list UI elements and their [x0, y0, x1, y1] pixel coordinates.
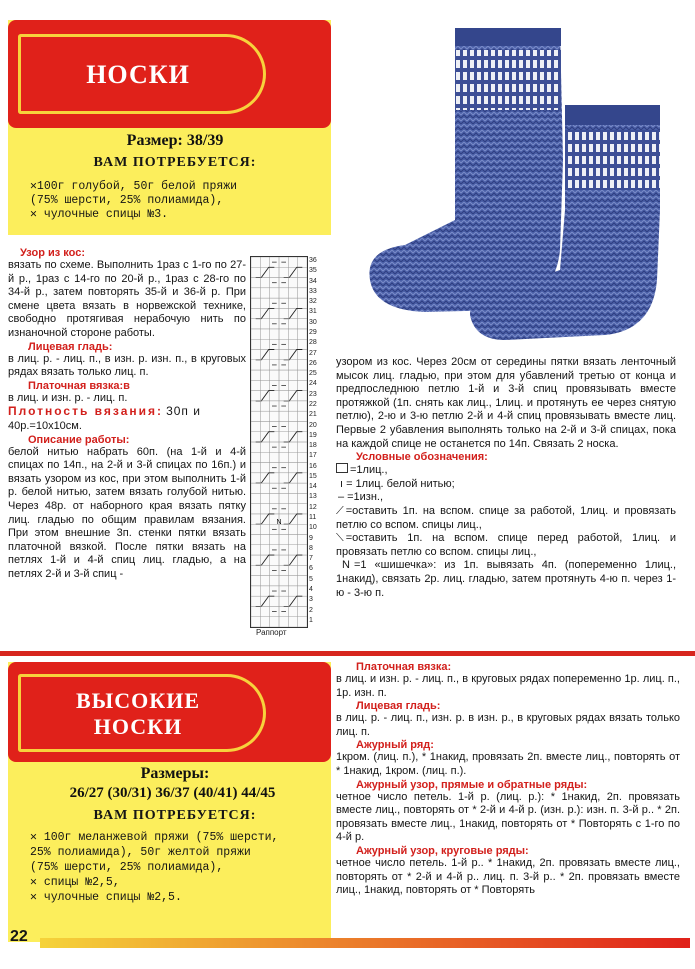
lace-flat-heading: Ажурный узор, прямые и обратные ряды: — [356, 778, 588, 791]
chart-row-number: 18 — [309, 442, 317, 450]
stockinette2-heading: Лицевая гладь: — [356, 700, 441, 713]
chart-row-number: 13 — [309, 493, 317, 501]
chart-cell — [251, 514, 260, 524]
chart-cell — [251, 586, 260, 596]
chart-cell — [251, 401, 260, 411]
lace-flat-text: четное число петель. 1-й р. (лиц. р.): * 1накид, 2п. провязать вместе лиц., повторять от * 2-й и 4-й р. (изн. р.): изн. п. 3-й р.. * 2п. провязать вместе лиц., 1накид, повторять от * Повторять с 1-го по 4-й р. — [336, 790, 680, 844]
chart-cell — [288, 442, 297, 452]
chart-row-number: 7 — [309, 555, 313, 563]
chart-cell — [288, 483, 297, 493]
chart-cell — [279, 452, 288, 462]
chart-cell — [298, 401, 307, 411]
chart-row-number: 34 — [309, 277, 317, 285]
section1-title: НОСКИ — [86, 60, 190, 89]
chart-row-number: 4 — [309, 586, 313, 593]
chart-cell — [270, 493, 279, 503]
material-line: ✕ спицы №2,5, — [30, 876, 120, 889]
chart-cell — [298, 360, 307, 370]
chart-row-number: 30 — [309, 318, 317, 326]
chart-cell — [270, 288, 279, 298]
chart-cell — [298, 308, 307, 318]
chart-row-number: 1 — [309, 616, 313, 624]
chart-cell — [270, 535, 279, 545]
chart-cell — [270, 596, 279, 606]
description-text: белой нитью набрать 60п. (на 1-й и 4-й спицах по 14п., на 2-й и 3-й спицах по 16п.) и вязать узором из кос, при этом выполнить 1-й р. белой нитью, затем вязать голубой нитью. Через 48р. от наборного края вязать пятку лиц. гладью по общим правилам вязания. При этом внешние 3п. стенки пятки вязать платочной вязкой. После пятки вязать на петлях 1-й и 4-й спиц лиц. гладью, а на петлях 2-й и 3-й спиц - — [8, 445, 246, 580]
chart-row-number: 33 — [309, 287, 317, 295]
chart-cable-symbol — [284, 596, 303, 606]
continuation-text: узором из кос. Через 20см от середины пятки вязать ленточный мысок лиц. гладью, при этом для убавлений третью от конца и предпоследнюю петлю 1-й и 3-й спиц провязывать вместе протяжкой (1п. снять как лиц., 1лиц. и протянуть ее через снятую петлю), 2-ю и 3-ю петлю 2-й и 4-й спиц провязывать вместе лиц. Первые 2 убавления выполнять только на 2-й и 3-й спицах, пока на каждой спице не останется по 14п. Связать 2 носка. — [336, 356, 676, 450]
chart-row-number: 8 — [309, 544, 313, 552]
chart-cell — [288, 565, 297, 575]
chart-cell — [251, 360, 260, 370]
chart-cell — [251, 278, 260, 288]
material-line: ✕100г голубой, 50г белой пряжи — [30, 180, 238, 193]
chart-cell — [279, 288, 288, 298]
chart-bobble-mark: N — [276, 519, 282, 527]
stockinette-heading: Лицевая гладь: — [28, 340, 113, 353]
chart-row-number: 9 — [309, 534, 313, 542]
material-line: 25% полиамида), 50г желтой пряжи — [30, 846, 251, 859]
page-number: 22 — [10, 928, 28, 945]
chart-cell — [251, 329, 260, 339]
chart-cell — [251, 308, 260, 318]
chart-cable-symbol — [256, 596, 275, 606]
chart-cell — [288, 380, 297, 390]
chart-cell — [288, 586, 297, 596]
chart-cell — [260, 452, 269, 462]
chart-cell — [298, 350, 307, 360]
chart-cable-symbol — [256, 267, 275, 277]
chart-cell — [260, 298, 269, 308]
chart-cell — [288, 411, 297, 421]
chart-row-number: 32 — [309, 298, 317, 306]
chart-row-number: 22 — [309, 400, 317, 408]
chart-cell — [260, 493, 269, 503]
chart-cell — [288, 298, 297, 308]
legend-item: ı = 1лиц. белой нитью; — [340, 477, 455, 490]
bottom-right-column — [336, 661, 680, 898]
purl-symbol: – — [338, 491, 345, 504]
chart-repeat-label: Раппорт — [256, 628, 287, 637]
material-line: (75% шерсти, 25% полиамида), — [30, 194, 224, 207]
chart-cell — [251, 370, 260, 380]
chart-cell — [298, 278, 307, 288]
chart-cell — [270, 267, 279, 277]
chart-cell — [288, 493, 297, 503]
chart-cell — [260, 257, 269, 267]
chart-cell — [270, 617, 279, 627]
cross-front-symbol: ⟍ — [336, 532, 344, 545]
chart-cell — [279, 267, 288, 277]
chart-cell — [298, 463, 307, 473]
chart-cell — [251, 442, 260, 452]
chart-cell — [298, 524, 307, 534]
chart-cell — [288, 617, 297, 627]
chart-cell — [288, 504, 297, 514]
chart-cell — [260, 360, 269, 370]
chart-cell — [251, 288, 260, 298]
chart-cell — [279, 473, 288, 483]
legend-heading: Условные обозначения: — [356, 451, 488, 464]
footer-bar — [40, 938, 690, 948]
section1-size: Размер: 38/39 — [126, 132, 224, 149]
chart-row-number: 36 — [309, 257, 317, 264]
chart-cell — [260, 586, 269, 596]
chart-cell — [251, 617, 260, 627]
chart-cell — [298, 555, 307, 565]
eyelet-text: 1кром. (лиц. п.), * 1накид, провязать 2п. вместе лиц., повторять от * 1накид, 1кром. (лиц. п.). — [336, 751, 680, 777]
chart-cell — [260, 442, 269, 452]
chart-cable-symbol — [284, 555, 303, 565]
chart-grid — [251, 257, 307, 627]
garter2-heading: Платочная вязка: — [356, 661, 452, 673]
chart-cell — [251, 432, 260, 442]
material-line: ✕ чулочные спицы №3. — [30, 208, 169, 221]
chart-cell — [270, 370, 279, 380]
chart-cell — [251, 463, 260, 473]
chart-cell — [298, 257, 307, 267]
section2-materials — [30, 830, 328, 905]
chart-cable-symbol — [256, 432, 275, 442]
chart-row-numbers — [309, 256, 325, 626]
chart-cable-symbol — [284, 350, 303, 360]
chart-cell — [288, 401, 297, 411]
chart-cell — [251, 504, 260, 514]
chart-cell — [270, 350, 279, 360]
chart-cell — [251, 319, 260, 329]
chart-cell — [260, 545, 269, 555]
chart-cell — [298, 411, 307, 421]
chart-cell — [270, 329, 279, 339]
chart-cable-symbol — [256, 514, 275, 524]
chart-cable-symbol — [284, 432, 303, 442]
chart-cell — [260, 535, 269, 545]
chart-cell — [260, 576, 269, 586]
chart-cell — [298, 319, 307, 329]
chart-row-number: 6 — [309, 565, 313, 573]
section1-title-box — [8, 20, 331, 128]
section-divider — [0, 651, 695, 656]
chart-cell — [298, 483, 307, 493]
chart-cell — [251, 606, 260, 616]
chart-cell — [298, 565, 307, 575]
chart-cell — [288, 606, 297, 616]
garter-text: в лиц. и изн. р. - лиц. п. — [8, 391, 128, 404]
chart-cell — [251, 391, 260, 401]
chart-row-number: 21 — [309, 411, 317, 419]
chart-cell — [251, 298, 260, 308]
braid-heading: Узор из кос: — [20, 247, 85, 259]
legend-item: N =1 «шишечка»: из 1п. вывязать 4п. (попеременно 1лиц., 1накид), связать 2р. лиц. гладью, затем протянуть 4-ю п. через 1-ю - 3-ю п. — [336, 559, 676, 599]
chart-cell — [260, 288, 269, 298]
chart-cell — [251, 380, 260, 390]
chart-cell — [298, 452, 307, 462]
chart-cell — [298, 514, 307, 524]
chart-row-number: 19 — [309, 431, 317, 439]
chart-cell — [298, 576, 307, 586]
gauge-rest: 40р.=10х10см. — [8, 419, 82, 432]
chart-cell — [251, 535, 260, 545]
chart-cell — [279, 617, 288, 627]
chart-cell — [279, 493, 288, 503]
chart-cell — [279, 535, 288, 545]
chart-cell — [288, 463, 297, 473]
legend-item: ⟋ =оставить 1п. на вспом. спице за работой, 1лиц. и провязать петлю со вспом. спицы лиц., — [336, 504, 676, 531]
chart-row-number: 5 — [309, 575, 313, 583]
section2-title-line1: ВЫСОКИЕ — [75, 688, 200, 713]
chart-row-number: 25 — [309, 370, 317, 378]
chart-cell — [251, 421, 260, 431]
stockinette2-text: в лиц. р. - лиц. п., изн. р. в изн. р., в круговых рядах вязать только лиц. п. — [336, 712, 680, 738]
gauge-line — [8, 405, 246, 420]
garter-heading: Платочная вязка:в — [28, 379, 130, 392]
socks-illustration — [335, 10, 680, 355]
chart-cell — [298, 504, 307, 514]
chart-cell — [270, 308, 279, 318]
chart-cell — [298, 442, 307, 452]
chart-cable-symbol — [284, 308, 303, 318]
lace-round-heading: Ажурный узор, круговые ряды: — [356, 844, 529, 857]
chart-cell — [260, 463, 269, 473]
chart-cell — [270, 391, 279, 401]
chart-row-number: 35 — [309, 267, 317, 275]
chart-cable-symbol — [284, 473, 303, 483]
chart-cell — [270, 411, 279, 421]
chart-cell — [251, 493, 260, 503]
chart-cell — [279, 308, 288, 318]
chart-cell — [279, 555, 288, 565]
chart-cell — [288, 421, 297, 431]
chart-row-number: 11 — [309, 514, 317, 522]
gauge-heading: Плотность вязания: — [8, 404, 164, 419]
chart-cell — [298, 617, 307, 627]
cross-back-symbol: ⟋ — [336, 504, 344, 517]
material-line: ✕ 100г меланжевой пряжи (75% шерсти, — [30, 831, 279, 844]
chart-cell — [298, 370, 307, 380]
chart-cell — [288, 535, 297, 545]
chart-row-number: 2 — [309, 606, 313, 614]
chart-cell — [298, 606, 307, 616]
chart-cell — [298, 535, 307, 545]
chart-cable-symbol — [256, 391, 275, 401]
chart-cell — [260, 606, 269, 616]
chart-cell — [270, 452, 279, 462]
chart-cell — [298, 380, 307, 390]
right-column — [336, 356, 676, 600]
chart-cell — [251, 555, 260, 565]
legend-item: – =1изн., — [338, 491, 384, 504]
chart-row-number: 28 — [309, 339, 317, 347]
chart-cell — [288, 257, 297, 267]
chart-cell — [251, 339, 260, 349]
lace-round-text: четное число петель. 1-й р.. * 1накид, 2п. провязать вместе лиц., повторять от * 2-й и 4-й р.. лиц. п. 3-й р.. * 2п. провязать вместе лиц., 1накид, повторять от * Повторять — [336, 856, 680, 897]
chart-cell — [251, 411, 260, 421]
chart-row-number: 17 — [309, 452, 317, 460]
chart-row-number: 26 — [309, 359, 317, 367]
chart-cell — [260, 421, 269, 431]
chart-cell — [251, 565, 260, 575]
chart-cable-symbol — [256, 308, 275, 318]
section2-sizes: 26/27 (30/31) 36/37 (40/41) 44/45 — [69, 785, 276, 801]
chart-cell — [260, 401, 269, 411]
eyelet-heading: Ажурный ряд: — [356, 739, 434, 752]
chart-cell — [260, 504, 269, 514]
chart-cell — [298, 288, 307, 298]
chart-cell — [298, 421, 307, 431]
chart-cell — [288, 319, 297, 329]
chart-cell — [279, 432, 288, 442]
chart-cell — [288, 360, 297, 370]
chart-cell — [251, 350, 260, 360]
chart-cell — [279, 329, 288, 339]
chart-row-number: 23 — [309, 390, 317, 398]
chart-cell — [260, 278, 269, 288]
chart-cell — [298, 298, 307, 308]
chart-cable-symbol — [256, 350, 275, 360]
chart-cell — [298, 339, 307, 349]
chart-cell — [251, 257, 260, 267]
chart-cell — [270, 555, 279, 565]
chart-cell — [298, 493, 307, 503]
chart-cell — [251, 473, 260, 483]
chart-cable-symbol — [284, 514, 303, 524]
chart-cable-symbol — [284, 267, 303, 277]
braid-text: вязать по схеме. Выполнить 1раз с 1-го по 27-й р., 1раз с 14-го по 20-й р., 1раз с 28-го по 34-й р., затем повторять 35-й и 36-й р. При смене цвета вязать в норвежской технике, свободно протягивая нерабочую нить по изнаночной стороне работы. — [8, 259, 246, 339]
section2-title-line2: НОСКИ — [93, 714, 183, 739]
chart-cable-symbol — [256, 473, 275, 483]
chart-cell — [260, 319, 269, 329]
chart-row-number: 3 — [309, 596, 313, 604]
chart-cable-symbol — [284, 391, 303, 401]
chart-cell — [260, 329, 269, 339]
chart-cell — [251, 576, 260, 586]
chart-row-number: 27 — [309, 349, 317, 357]
chart-cell — [298, 586, 307, 596]
chart-cell — [288, 278, 297, 288]
knit-symbol — [336, 463, 348, 473]
chart-row-number: 29 — [309, 328, 317, 336]
chart-cell — [260, 565, 269, 575]
section1-materials — [30, 180, 328, 222]
bobble-symbol: N — [342, 559, 350, 572]
stockinette-text: в лиц. р. - лиц. п., в изн. р. изн. п., в круговых рядах вязать только лиц. п. — [8, 352, 246, 379]
chart-cell — [279, 596, 288, 606]
chart-cell — [279, 391, 288, 401]
legend-item: ⟍ =оставить 1п. на вспом. спице перед работой, 1лиц. и провязать петлю со вспом. спицы лиц., — [336, 532, 676, 558]
chart-cell — [298, 391, 307, 401]
chart-cell — [251, 596, 260, 606]
chart-cell — [288, 339, 297, 349]
chart-cell — [251, 267, 260, 277]
chart-cell — [288, 545, 297, 555]
chart-cell — [270, 432, 279, 442]
chart-cell — [251, 452, 260, 462]
chart-row-number: 24 — [309, 380, 317, 388]
chart-cell — [260, 617, 269, 627]
chart-row-number: 14 — [309, 483, 317, 491]
chart-cell — [288, 288, 297, 298]
left-column — [8, 247, 246, 581]
chart-cable-symbol — [256, 555, 275, 565]
description-heading: Описание работы: — [28, 433, 130, 446]
chart-cell — [279, 350, 288, 360]
chart-cell — [279, 411, 288, 421]
chart-cell — [260, 411, 269, 421]
gauge-value: 30п и — [166, 404, 201, 419]
chart-row-number: 31 — [309, 308, 317, 316]
chart-row-number: 15 — [309, 472, 317, 480]
socks-photo — [335, 10, 680, 355]
chart-cell — [298, 267, 307, 277]
garter2-text: в лиц. и изн. р. - лиц. п., в круговых рядах попеременно 1р. лиц. п., 1р. изн. п. — [336, 673, 680, 699]
chart-row-number: 20 — [309, 421, 317, 429]
material-line: ✕ чулочные спицы №2,5. — [30, 891, 182, 904]
chart-cell — [288, 329, 297, 339]
chart-cell — [298, 596, 307, 606]
chart-cell — [260, 524, 269, 534]
chart-cell — [260, 339, 269, 349]
knitting-chart — [250, 256, 308, 628]
chart-row-number: 10 — [309, 524, 317, 532]
chart-cell — [251, 545, 260, 555]
chart-cell — [298, 329, 307, 339]
section1-need-heading: ВАМ ПОТРЕБУЕТСЯ: — [93, 155, 257, 170]
chart-cell — [270, 576, 279, 586]
section2-need-heading: ВАМ ПОТРЕБУЕТСЯ: — [93, 808, 257, 823]
chart-cell — [279, 576, 288, 586]
chart-cell — [288, 524, 297, 534]
chart-cell — [298, 432, 307, 442]
legend-item: =1лиц., — [336, 463, 676, 478]
chart-row-number: 16 — [309, 462, 317, 470]
chart-cell — [260, 370, 269, 380]
chart-row-number: 12 — [309, 503, 317, 511]
section2-size-heading: Размеры: — [140, 765, 210, 782]
chart-cell — [251, 483, 260, 493]
chart-cell — [260, 483, 269, 493]
chart-cell — [260, 380, 269, 390]
chart-cell — [288, 452, 297, 462]
chart-cell — [298, 473, 307, 483]
chart-cell — [270, 473, 279, 483]
white-knit-symbol: ı — [340, 477, 344, 490]
chart-cell — [279, 370, 288, 380]
chart-cell — [288, 576, 297, 586]
chart-cell — [251, 524, 260, 534]
chart-cell — [298, 545, 307, 555]
section2-title-box — [8, 662, 331, 762]
material-line: (75% шерсти, 25% полиамида), — [30, 861, 224, 874]
chart-cell — [288, 370, 297, 380]
